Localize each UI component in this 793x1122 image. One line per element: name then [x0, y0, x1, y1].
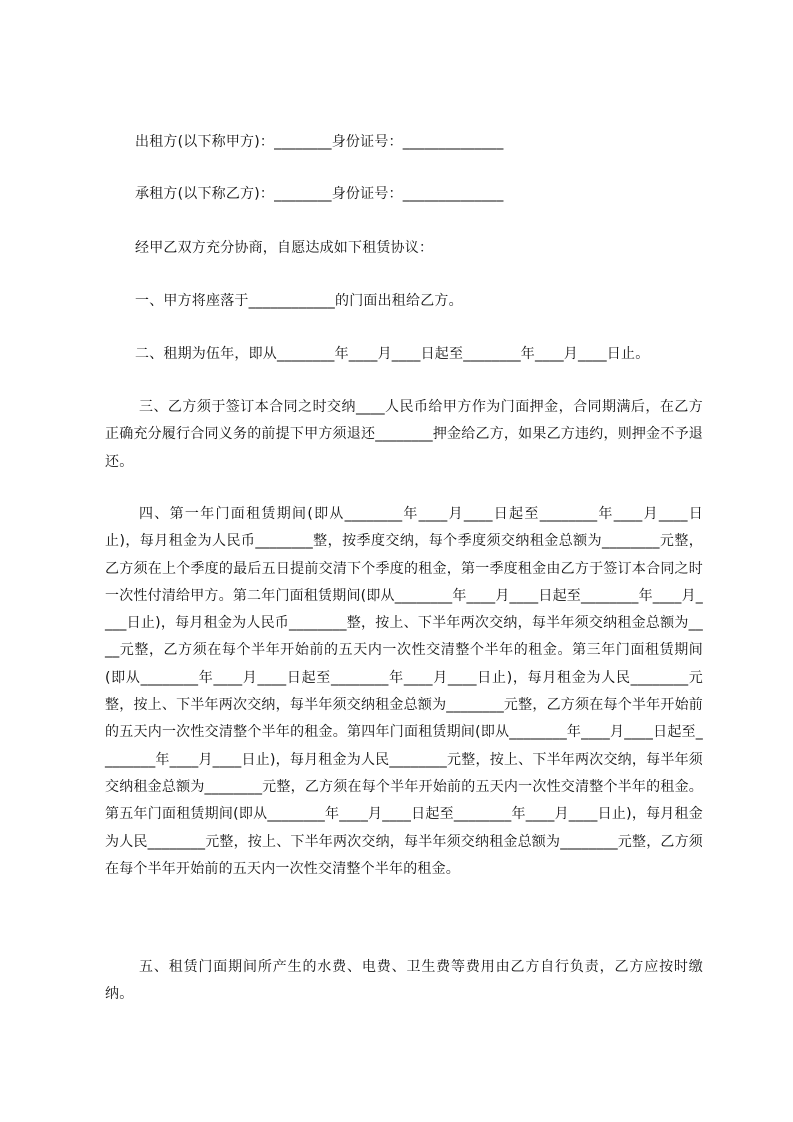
- agreement-intro: 经甲乙双方充分协商，自愿达成如下租赁协议：: [135, 240, 434, 256]
- lessee-line: 承租方(以下称乙方)：________身份证号：______________: [135, 186, 504, 202]
- clause-4: 四、第一年门面租赁期间(即从________年____月____日起至________年____月____日止)，每月租金为人民币________整，按季度交纳，每个季度须交纳租金总额为________元整，乙方须在上个季度的最后五日提前交清下个季度的租金，第一季度租金由乙方于签订本合同之时一次性付清给甲方。第二年门面租赁期间(即从________年____月____日起至________年____月____日止)，每月租金为人民币________整，按上、下半年两次交纳，每半年须交纳租金总额为____元整，乙方须在每个半年开始前的五天内一次性交清整个半年的租金。第三年门面租赁期间(即从________年____月____日起至________年____月____日止)，每月租金为人民________元整，按上、下半年两次交纳，每半年须交纳租金总额为________元整，乙方须在每个半年开始前的五天内一次性交清整个半年的租金。第四年门面租赁期间(即从________年____月____日起至________年____月____日止)，每月租金为人民________元整，按上、下半年两次交纳，每半年须交纳租金总额为________元整，乙方须在每个半年开始前的五天内一次性交清整个半年的租金。第五年门面租赁期间(即从________年____月____日起至________年____月____日止)，每月租金为人民________元整，按上、下半年两次交纳，每半年须交纳租金总额为________元整，乙方须在每个半年开始前的五天内一次性交清整个半年的租金。: [105, 506, 703, 877]
- clause-2: 二、租期为伍年，即从________年____月____日起至________年____月____日止。: [135, 346, 650, 362]
- clause-3: 三、乙方须于签订本合同之时交纳____人民币给甲方作为门面押金，合同期满后，在乙方正确充分履行合同义务的前提下甲方须退还________押金给乙方，如果乙方违约，则押金不予退还。: [105, 399, 703, 470]
- lessor-line: 出租方(以下称甲方)：________身份证号：______________: [135, 134, 504, 150]
- clause-5: 五、租赁门面期间所产生的水费、电费、卫生费等费用由乙方自行负责，乙方应按时缴纳。: [105, 959, 703, 1003]
- clause-1: 一、甲方将座落于____________的门面出租给乙方。: [135, 293, 463, 309]
